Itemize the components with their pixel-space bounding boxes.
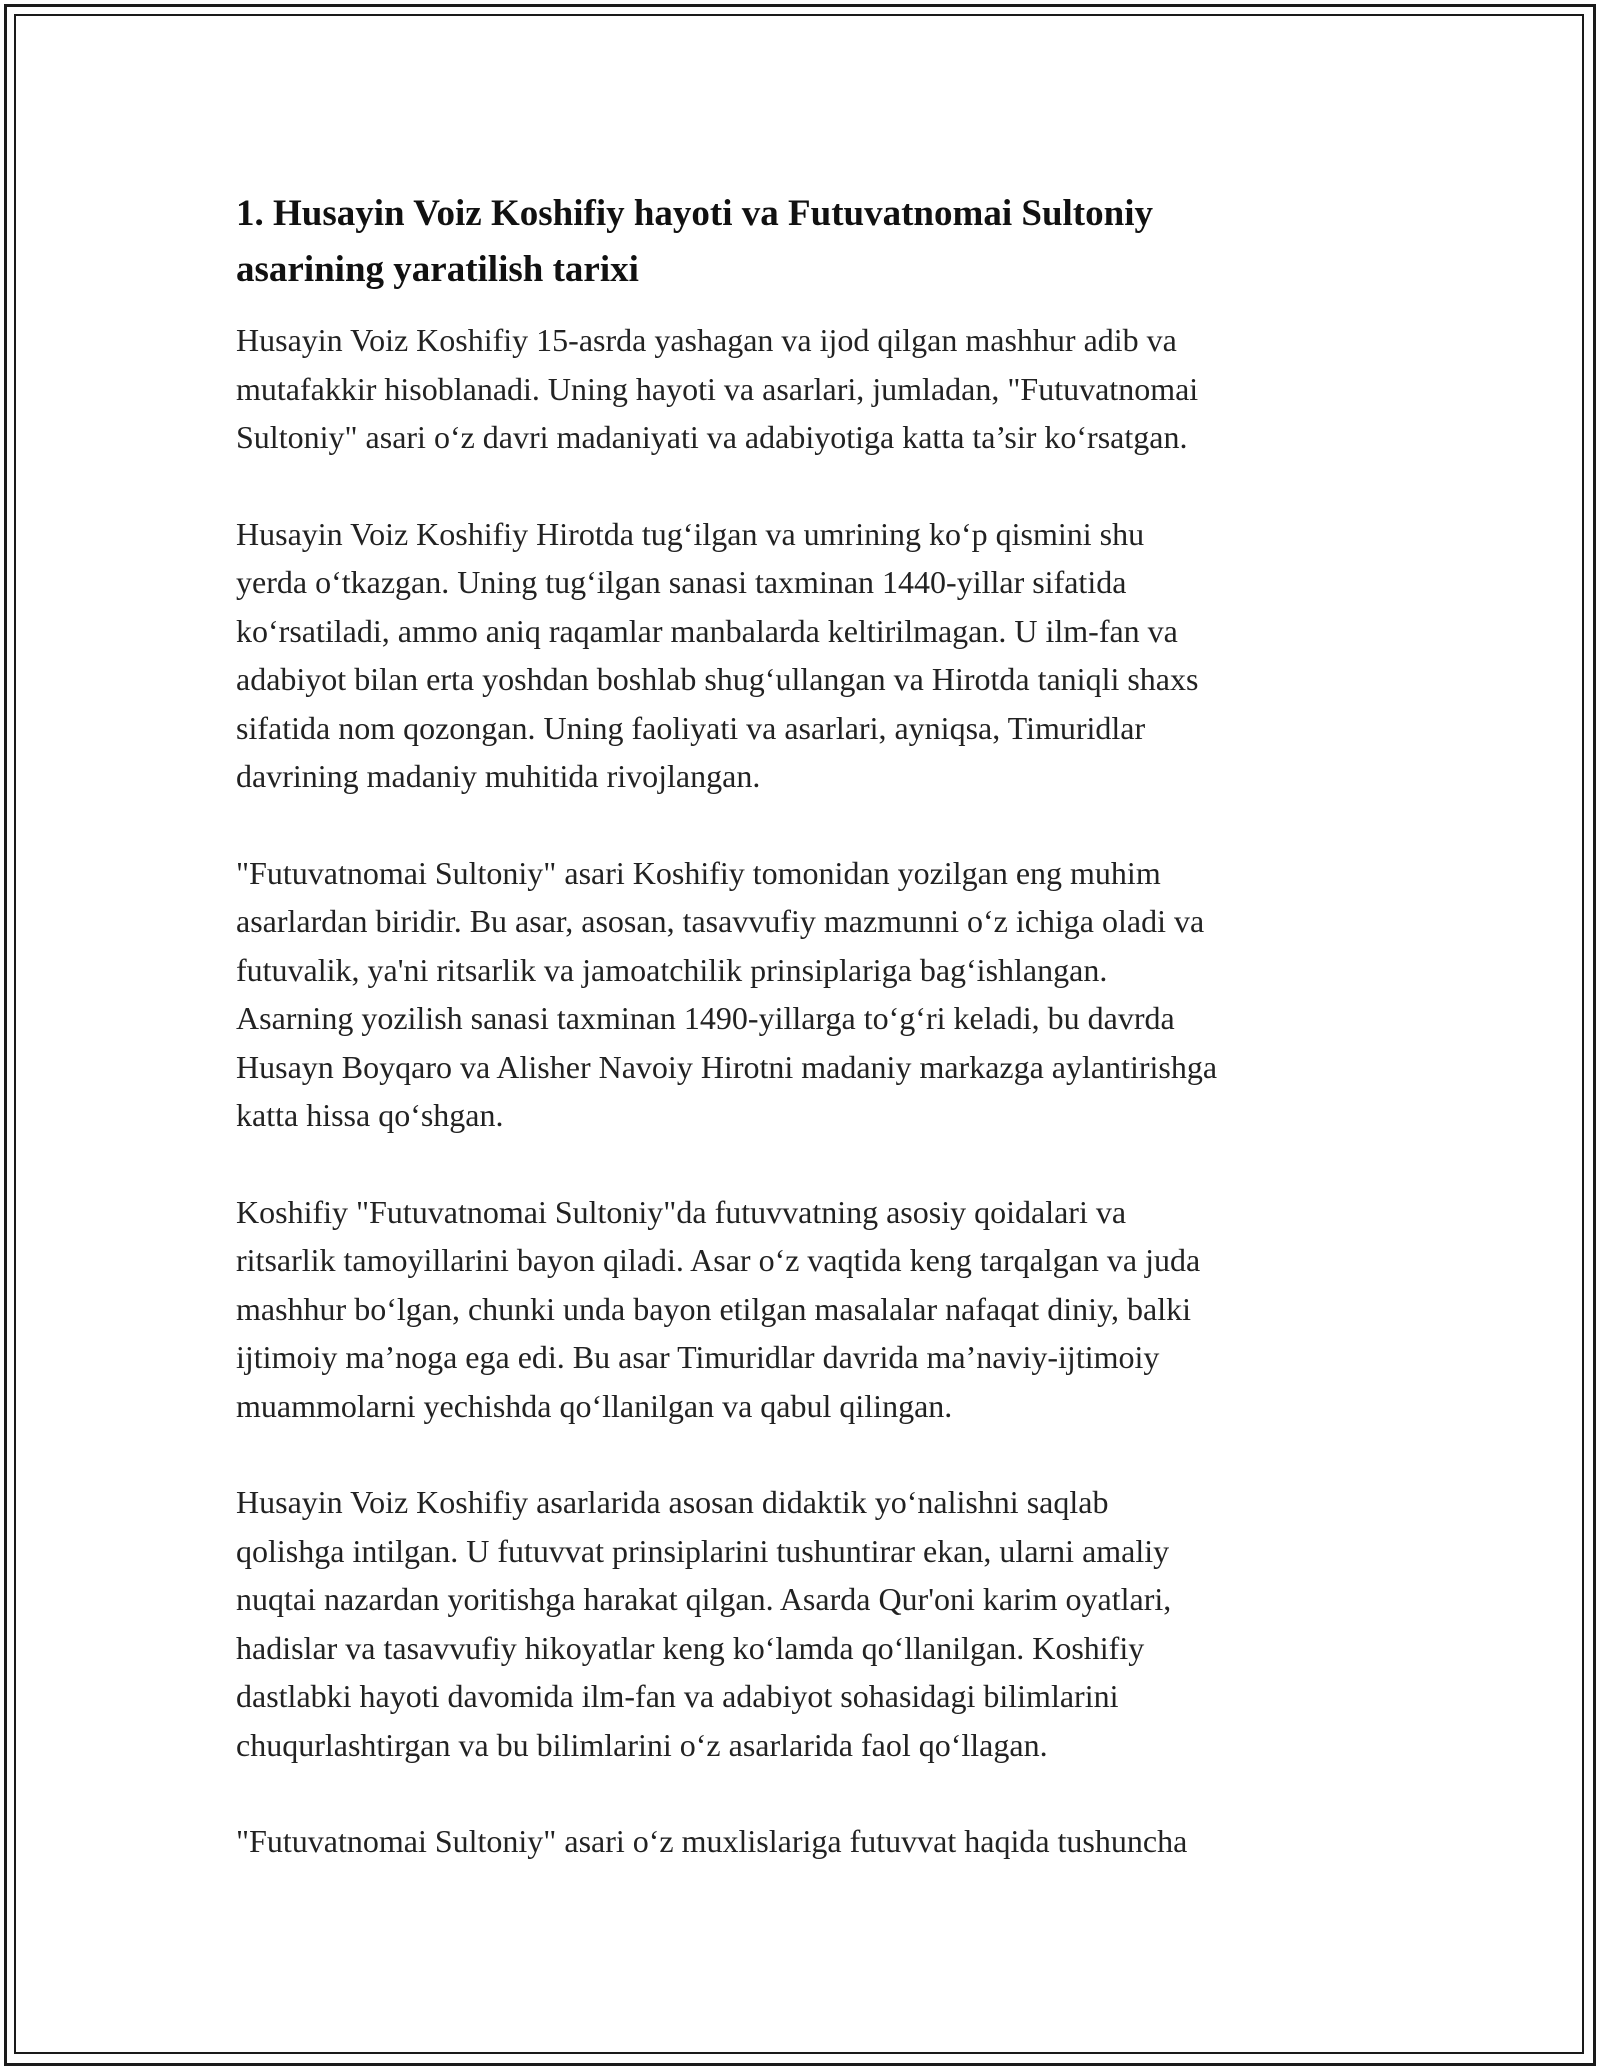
text-line: sifatida nom qozongan. Uning faoliyati va asarlari, ayniqsa, Timuridlar <box>236 709 1146 746</box>
text-line: qolishga intilgan. U futuvvat prinsiplarini tushuntirar ekan, ularni amaliy <box>236 1532 1170 1569</box>
heading-line: 1. Husayin Voiz Koshifiy hayoti va Futuvatnomai Sultoniy <box>236 193 1153 234</box>
text-line: chuqurlashtirgan va bu bilimlarini o‘z asarlarida faol qo‘llagan. <box>236 1726 1048 1763</box>
paragraph-birth <box>236 510 1376 801</box>
text-line: nuqtai nazardan yoritishga harakat qilgan. Asarda Qur'oni karim oyatlari, <box>236 1581 1172 1617</box>
paragraph-work <box>236 849 1376 1140</box>
paragraph-didactic <box>236 1478 1376 1769</box>
paragraph-closing <box>236 1817 1376 1866</box>
text-line: "Futuvatnomai Sultoniy" asari Koshifiy tomonidan yozilgan eng muhim <box>236 854 1161 891</box>
text-line: adabiyot bilan erta yoshdan boshlab shug‘ullangan va Hirotda taniqli shaxs <box>236 661 1199 697</box>
text-line: Asarning yozilish sanasi taxminan 1490-yillarga to‘g‘ri keladi, bu davrda <box>236 1000 1175 1036</box>
section-heading <box>236 186 1376 298</box>
heading-line: asarining yaratilish tarixi <box>236 249 639 290</box>
text-line: Husayn Boyqaro va Alisher Navoiy Hirotni madaniy markazga aylantirishga <box>236 1048 1218 1085</box>
text-line: Koshifiy "Futuvatnomai Sultoniy"da futuvvatning asosiy qoidalari va <box>236 1193 1127 1230</box>
text-line: mutafakkir hisoblanadi. Uning hayoti va asarlari, jumladan, "Futuvatnomai <box>236 370 1199 407</box>
paragraph-intro <box>236 316 1376 462</box>
text-line: katta hissa qo‘shgan. <box>236 1097 504 1133</box>
text-line: ijtimoiy ma’noga ega edi. Bu asar Timuridlar davrida ma’naviy-ijtimoiy <box>236 1339 1160 1375</box>
text-line: asarlardan biridir. Bu asar, asosan, tasavvufiy mazmunni o‘z ichiga oladi va <box>236 903 1205 939</box>
document-body <box>236 186 1376 1914</box>
text-line: Sultoniy" asari o‘z davri madaniyati va adabiyotiga katta ta’sir ko‘rsatgan. <box>236 419 1188 455</box>
text-line: muammolarni yechishda qo‘llanilgan va qabul qilingan. <box>236 1387 953 1424</box>
text-line: ko‘rsatiladi, ammo aniq raqamlar manbalarda keltirilmagan. U ilm-fan va <box>236 612 1178 649</box>
text-line: "Futuvatnomai Sultoniy" asari o‘z muxlislariga futuvvat haqida tushuncha <box>236 1823 1188 1859</box>
text-line: dastlabki hayoti davomida ilm-fan va adabiyot sohasidagi bilimlarini <box>236 1678 1119 1714</box>
text-line: ritsarlik tamoyillarini bayon qiladi. Asar o‘z vaqtida keng tarqalgan va juda <box>236 1242 1201 1278</box>
text-line: Husayin Voiz Koshifiy asarlarida asosan didaktik yo‘nalishni saqlab <box>236 1484 1109 1520</box>
text-line: Husayin Voiz Koshifiy Hirotda tug‘ilgan va umrining ko‘p qismini shu <box>236 515 1145 552</box>
text-line: mashhur bo‘lgan, chunki unda bayon etilgan masalalar nafaqat diniy, balki <box>236 1290 1191 1327</box>
text-line: hadislar va tasavvufiy hikoyatlar keng ko‘lamda qo‘llanilgan. Koshifiy <box>236 1629 1145 1666</box>
text-line: Husayin Voiz Koshifiy 15-asrda yashagan va ijod qilgan mashhur adib va <box>236 322 1177 358</box>
text-line: yerda o‘tkazgan. Uning tug‘ilgan sanasi taxminan 1440-yillar sifatida <box>236 564 1127 600</box>
text-line: futuvalik, ya'ni ritsarlik va jamoatchilik prinsiplariga bag‘ishlangan. <box>236 951 1108 988</box>
paragraph-principles <box>236 1188 1376 1431</box>
text-line: davrining madaniy muhitida rivojlangan. <box>236 758 761 794</box>
